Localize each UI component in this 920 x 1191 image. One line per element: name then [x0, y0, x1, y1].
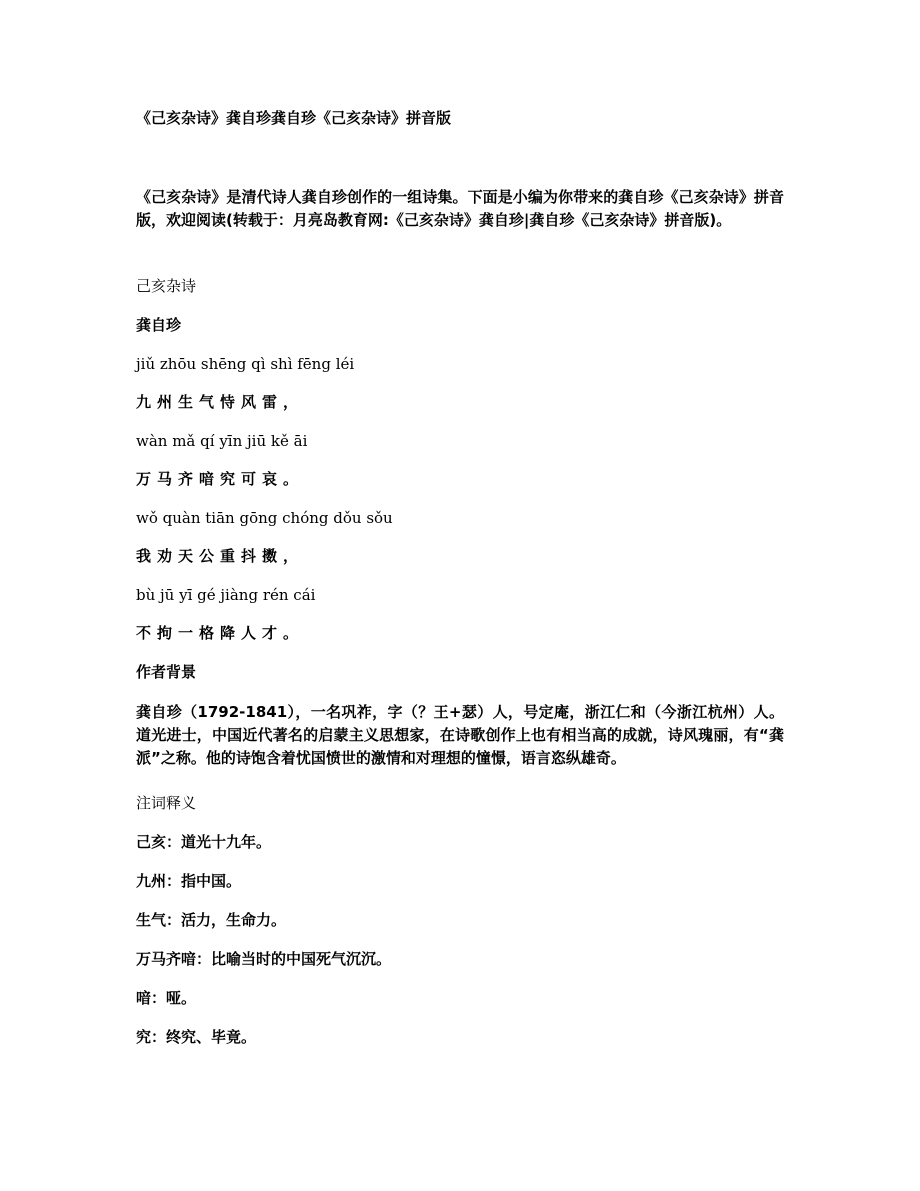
poem-text-line: 九州生气恃风雷，	[136, 393, 305, 411]
background-paragraph: 龚自珍（1792-1841），一名巩祚，字（？王+瑟）人，号定庵，浙江仁和（今浙江杭州）人。道光进士，中国近代著名的启蒙主义思想家，在诗歌创作上也有相当高的成就，诗风瑰丽，有“龚派”之称。他的诗饱含着忧国愤世的激情和对理想的憧憬，语言恣纵雄奇。	[136, 703, 784, 767]
poem-author: 龚自珍	[136, 316, 182, 334]
poem-text-line: 不拘一格降人才。	[136, 624, 305, 642]
intro-paragraph: 《己亥杂诗》是清代诗人龚自珍创作的一组诗集。下面是小编为你带来的龚自珍《己亥杂诗》拼音版，欢迎阅读(转载于：月亮岛教育网:《己亥杂诗》龚自珍|龚自珍《己亥杂诗》拼音版)。	[136, 188, 784, 229]
poem-pinyin-line: bù jū yī gé jiàng rén cái	[136, 586, 316, 604]
note-term: 喑	[136, 989, 152, 1007]
note-definition: 比喻当时的中国死气沉沉。	[211, 950, 392, 968]
note-definition: 终究、毕竟。	[166, 1028, 257, 1046]
poem-pinyin-line: wǒ quàn tiān gōng chóng dǒu sǒu	[136, 509, 393, 527]
note-definition: 指中国。	[181, 872, 242, 890]
poem-pinyin-line: jiǔ zhōu shēng qì shì fēng léi	[136, 355, 355, 373]
note-definition: 活力，生命力。	[181, 911, 287, 929]
note-term: 生气	[136, 911, 167, 929]
note-item: 万马齐喑：比喻当时的中国死气沉沉。	[136, 950, 392, 968]
note-item: 究：终究、毕竟。	[136, 1028, 257, 1046]
notes-heading: 注词释义	[136, 794, 197, 812]
poem-text-line: 我劝天公重抖擞，	[136, 547, 305, 565]
note-definition: 哑。	[166, 989, 197, 1007]
note-item: 生气：活力，生命力。	[136, 911, 287, 929]
note-definition: 道光十九年。	[181, 833, 272, 851]
note-item: 喑：哑。	[136, 989, 197, 1007]
note-item: 九州：指中国。	[136, 872, 242, 890]
background-heading: 作者背景	[136, 663, 197, 681]
note-term: 九州	[136, 872, 167, 890]
poem-text-line: 万马齐喑究可哀。	[136, 470, 305, 488]
poem-title: 己亥杂诗	[136, 277, 197, 295]
document-title: 《己亥杂诗》龚自珍龚自珍《己亥杂诗》拼音版	[136, 109, 452, 127]
note-term: 万马齐喑	[136, 950, 197, 968]
poem-pinyin-line: wàn mǎ qí yīn jiū kě āi	[136, 432, 308, 450]
note-term: 己亥	[136, 833, 167, 851]
note-term: 究	[136, 1028, 152, 1046]
note-item: 己亥：道光十九年。	[136, 833, 272, 851]
